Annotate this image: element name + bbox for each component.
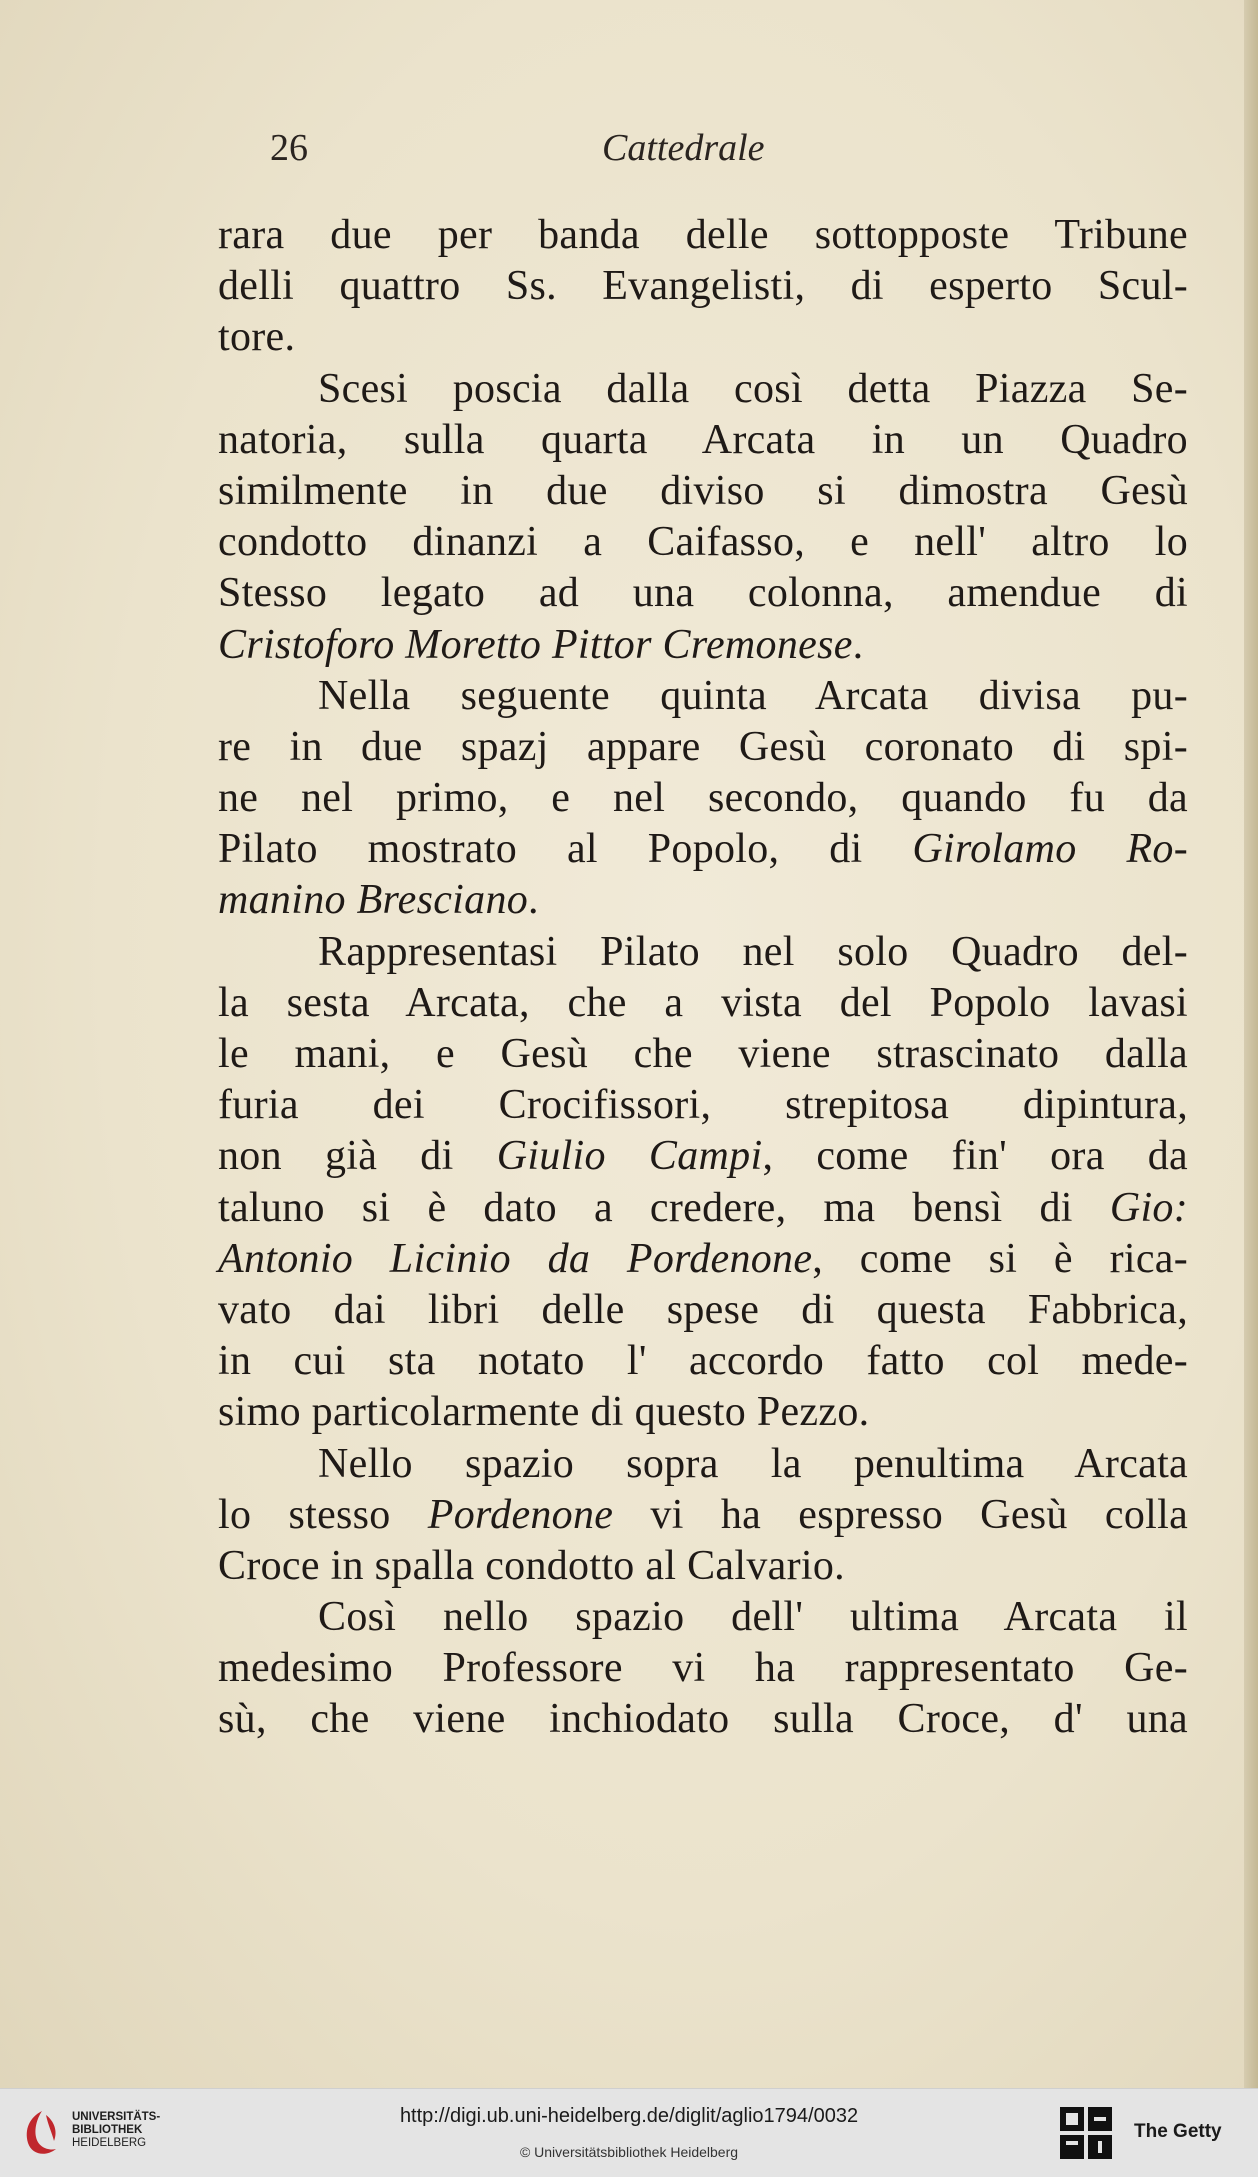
italic-text: Giulio Campi	[496, 1133, 763, 1180]
getty-logo-icon[interactable]	[1058, 2103, 1116, 2163]
text-segment: condotto dinanzi a Caifasso, e nell' altro lo	[218, 519, 1188, 566]
italic-text: manino Bresciano	[218, 877, 529, 924]
text-segment: ne nel primo, e nel secondo, quando fu da	[218, 775, 1188, 822]
running-head: Cattedrale	[602, 127, 765, 169]
italic-text: Gio:	[1109, 1184, 1188, 1231]
getty-label: The Getty	[1134, 2121, 1222, 2142]
text-segment: simo particolarmente di questo Pezzo.	[218, 1389, 870, 1436]
text-line	[218, 1080, 1188, 1131]
text-line	[218, 1387, 1188, 1438]
text-segment: , come fin' ora da	[762, 1133, 1189, 1180]
copyright-notice: © Universitätsbibliothek Heidelberg	[519, 2144, 739, 2160]
text-line	[218, 722, 1188, 773]
text-segment: non già di	[218, 1133, 497, 1180]
text-line	[218, 1694, 1188, 1745]
text-segment: sù, che viene inchiodato sulla Croce, d' una	[218, 1696, 1188, 1743]
text-segment: re in due spazj appare Gesù coronato di spi-	[218, 723, 1188, 770]
text-segment: taluno si è dato a credere, ma bensì di	[218, 1184, 1110, 1231]
text-line	[218, 517, 1188, 568]
text-line	[218, 1592, 1188, 1643]
text-segment: .	[852, 621, 864, 668]
text-line	[218, 620, 1188, 671]
text-line	[218, 1183, 1188, 1234]
text-line	[218, 261, 1188, 312]
text-segment: delli quattro Ss. Evangelisti, di esperto Scul-	[218, 263, 1188, 310]
text-segment: le mani, e Gesù che viene strascinato dalla	[218, 1031, 1188, 1077]
text-line	[218, 1336, 1188, 1387]
text-segment: rara due per banda delle sottopposte Tribune	[218, 212, 1188, 258]
text-segment: furia dei Crocifissori, strepitosa dipintura,	[218, 1082, 1188, 1129]
text-line	[218, 466, 1188, 517]
page-header	[270, 126, 810, 186]
text-line	[218, 1643, 1188, 1694]
text-line	[218, 927, 1188, 978]
text-segment: , come si è rica-	[812, 1235, 1188, 1282]
text-segment: medesimo Professore vi ha rappresentato Ge-	[218, 1645, 1188, 1692]
text-line	[218, 978, 1188, 1029]
text-line	[218, 1439, 1188, 1490]
text-line	[218, 1541, 1188, 1592]
text-line	[218, 1131, 1188, 1182]
italic-text: Girolamo Ro-	[912, 826, 1188, 873]
italic-text: Antonio Licinio da Pordenone	[218, 1235, 813, 1282]
text-line	[218, 210, 1188, 261]
text-segment: Stesso legato ad una colonna, amendue di	[218, 570, 1188, 617]
italic-text: Cristoforo Moretto Pittor Cremonese	[218, 621, 853, 668]
text-line	[218, 1234, 1188, 1285]
text-line	[218, 1490, 1188, 1541]
text-segment: Pilato mostrato al Popolo, di	[218, 826, 913, 873]
text-line	[218, 415, 1188, 466]
text-segment: vato dai libri delle spese di questa Fabbrica,	[218, 1286, 1188, 1333]
text-segment: .	[528, 877, 539, 924]
text-segment: Rappresentasi Pilato nel solo Quadro del-	[318, 928, 1188, 975]
text-line	[218, 312, 1188, 363]
viewer-footer	[0, 2088, 1258, 2177]
text-line	[218, 1029, 1188, 1080]
text-segment: Nella seguente quinta Arcata divisa pu-	[318, 672, 1188, 719]
permalink-url[interactable]: http://digi.ub.uni-heidelberg.de/diglit/aglio1794/0032	[399, 2105, 859, 2127]
library-name-main: UNIVERSITÄTS- BIBLIOTHEK	[72, 2111, 161, 2136]
page-edge	[1244, 0, 1258, 2088]
body-text	[218, 210, 1188, 1746]
italic-text: Pordenone	[427, 1491, 614, 1538]
text-line	[218, 824, 1188, 875]
text-segment: Così nello spazio dell' ultima Arcata il	[318, 1594, 1188, 1641]
text-line	[218, 568, 1188, 619]
text-segment: vi ha espresso Gesù colla	[613, 1491, 1189, 1538]
text-line	[218, 364, 1188, 415]
library-city: HEIDELBERG	[72, 2137, 147, 2149]
text-segment: in cui sta notato l' accordo fatto col mede-	[218, 1338, 1188, 1385]
text-segment: Croce in spalla condotto al Calvario.	[218, 1542, 845, 1589]
text-segment: similmente in due diviso si dimostra Gesù	[218, 467, 1188, 514]
text-line	[218, 773, 1188, 824]
text-segment: tore.	[218, 314, 296, 361]
page-number: 26	[270, 127, 308, 169]
text-line	[218, 875, 1188, 926]
text-segment: lo stesso	[218, 1491, 428, 1538]
text-segment: la sesta Arcata, che a vista del Popolo lavasi	[218, 979, 1188, 1026]
text-line	[218, 1285, 1188, 1336]
text-segment: natoria, sulla quarta Arcata in un Quadro	[218, 416, 1188, 463]
text-segment: Nello spazio sopra la penultima Arcata	[318, 1440, 1188, 1487]
text-segment: Scesi poscia dalla così detta Piazza Se-	[318, 365, 1188, 412]
text-line	[218, 671, 1188, 722]
